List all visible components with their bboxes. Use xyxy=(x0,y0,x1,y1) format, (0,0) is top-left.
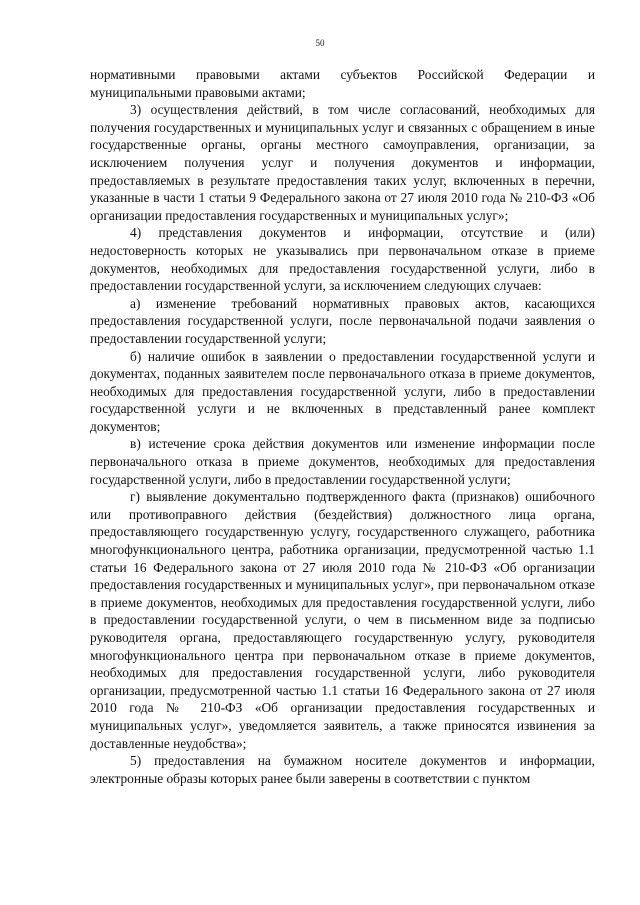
page-number: 50 xyxy=(315,38,325,48)
paragraph-subitem-b: б) наличие ошибок в заявлении о предоставлении государственной услуги и документах, поданных заявителем после первоначального отказа в приеме документов, необходимых для предоставления государственной услуги, либо в предоставлении государственной услуги и не включенных в представленный ранее комплект документов; xyxy=(90,348,595,434)
document-body xyxy=(90,66,595,787)
paragraph-continuation: нормативными правовыми актами субъектов Российской Федерации и муниципальными правовыми актами; xyxy=(90,67,595,100)
paragraph-subitem-v: в) истечение срока действия документов или изменение информации после первоначального отказа в приеме документов, необходимых для предоставления государственной услуги, либо в предоставлении государственной услуги; xyxy=(90,436,595,487)
paragraph-subitem-g: г) выявление документально подтвержденного факта (признаков) ошибочного или противоправного действия (бездействия) должностного лица органа, предоставляющего государственную услугу, государственного служащего, работника многофункционального центра, работника организации, предусмотренной частью 1.1 статьи 16 Федерального закона от 27 июля 2010 года № 210-ФЗ «Об организации предоставления государственных и муниципальных услуг», при первоначальном отказе в приеме документов, необходимых для предоставления государственной услуги, либо в предоставлении государственной услуги, о чем в письменном виде за подписью руководителя органа, предоставляющего государственную услугу, руководителя многофункционального центра при первоначальном отказе в приеме документов, необходимых для предоставления государственной услуги, либо руководителя организации, предусмотренной частью 1.1 статьи 16 Федерального закона от 27 июля 2010 года № 210-ФЗ «Об организации предоставления государственных и муниципальных услуг», уведомляется заявитель, а также приносятся извинения за доставленные неудобства»; xyxy=(90,489,595,751)
paragraph-subitem-a: а) изменение требований нормативных правовых актов, касающихся предоставления государственной услуги, после первоначальной подачи заявления о предоставлении государственной услуги; xyxy=(90,295,595,346)
paragraph-item-5: 5) предоставления на бумажном носителе документов и информации, электронные образы которых ранее были заверены в соответствии с пунктом xyxy=(90,753,595,786)
paragraph-item-4: 4) представления документов и информации, отсутствие и (или) недостоверность которых не указывались при первоначальном отказе в приеме документов, необходимых для предоставления государственной услуги, либо в предоставлении государственной услуги, за исключением следующих случаев: xyxy=(90,225,595,294)
paragraph-item-3: 3) осуществления действий, в том числе согласований, необходимых для получения государственных и муниципальных услуг и связанных с обращением в иные государственные органы, органы местного самоуправления, организации, за исключением получения услуг и получения документов и информации, предоставляемых в результате предоставления таких услуг, включенных в перечни, указанные в части 1 статьи 9 Федерального закона от 27 июля 2010 года № 210-ФЗ «Об организации предоставления государственных и муниципальных услуг»; xyxy=(90,102,595,223)
